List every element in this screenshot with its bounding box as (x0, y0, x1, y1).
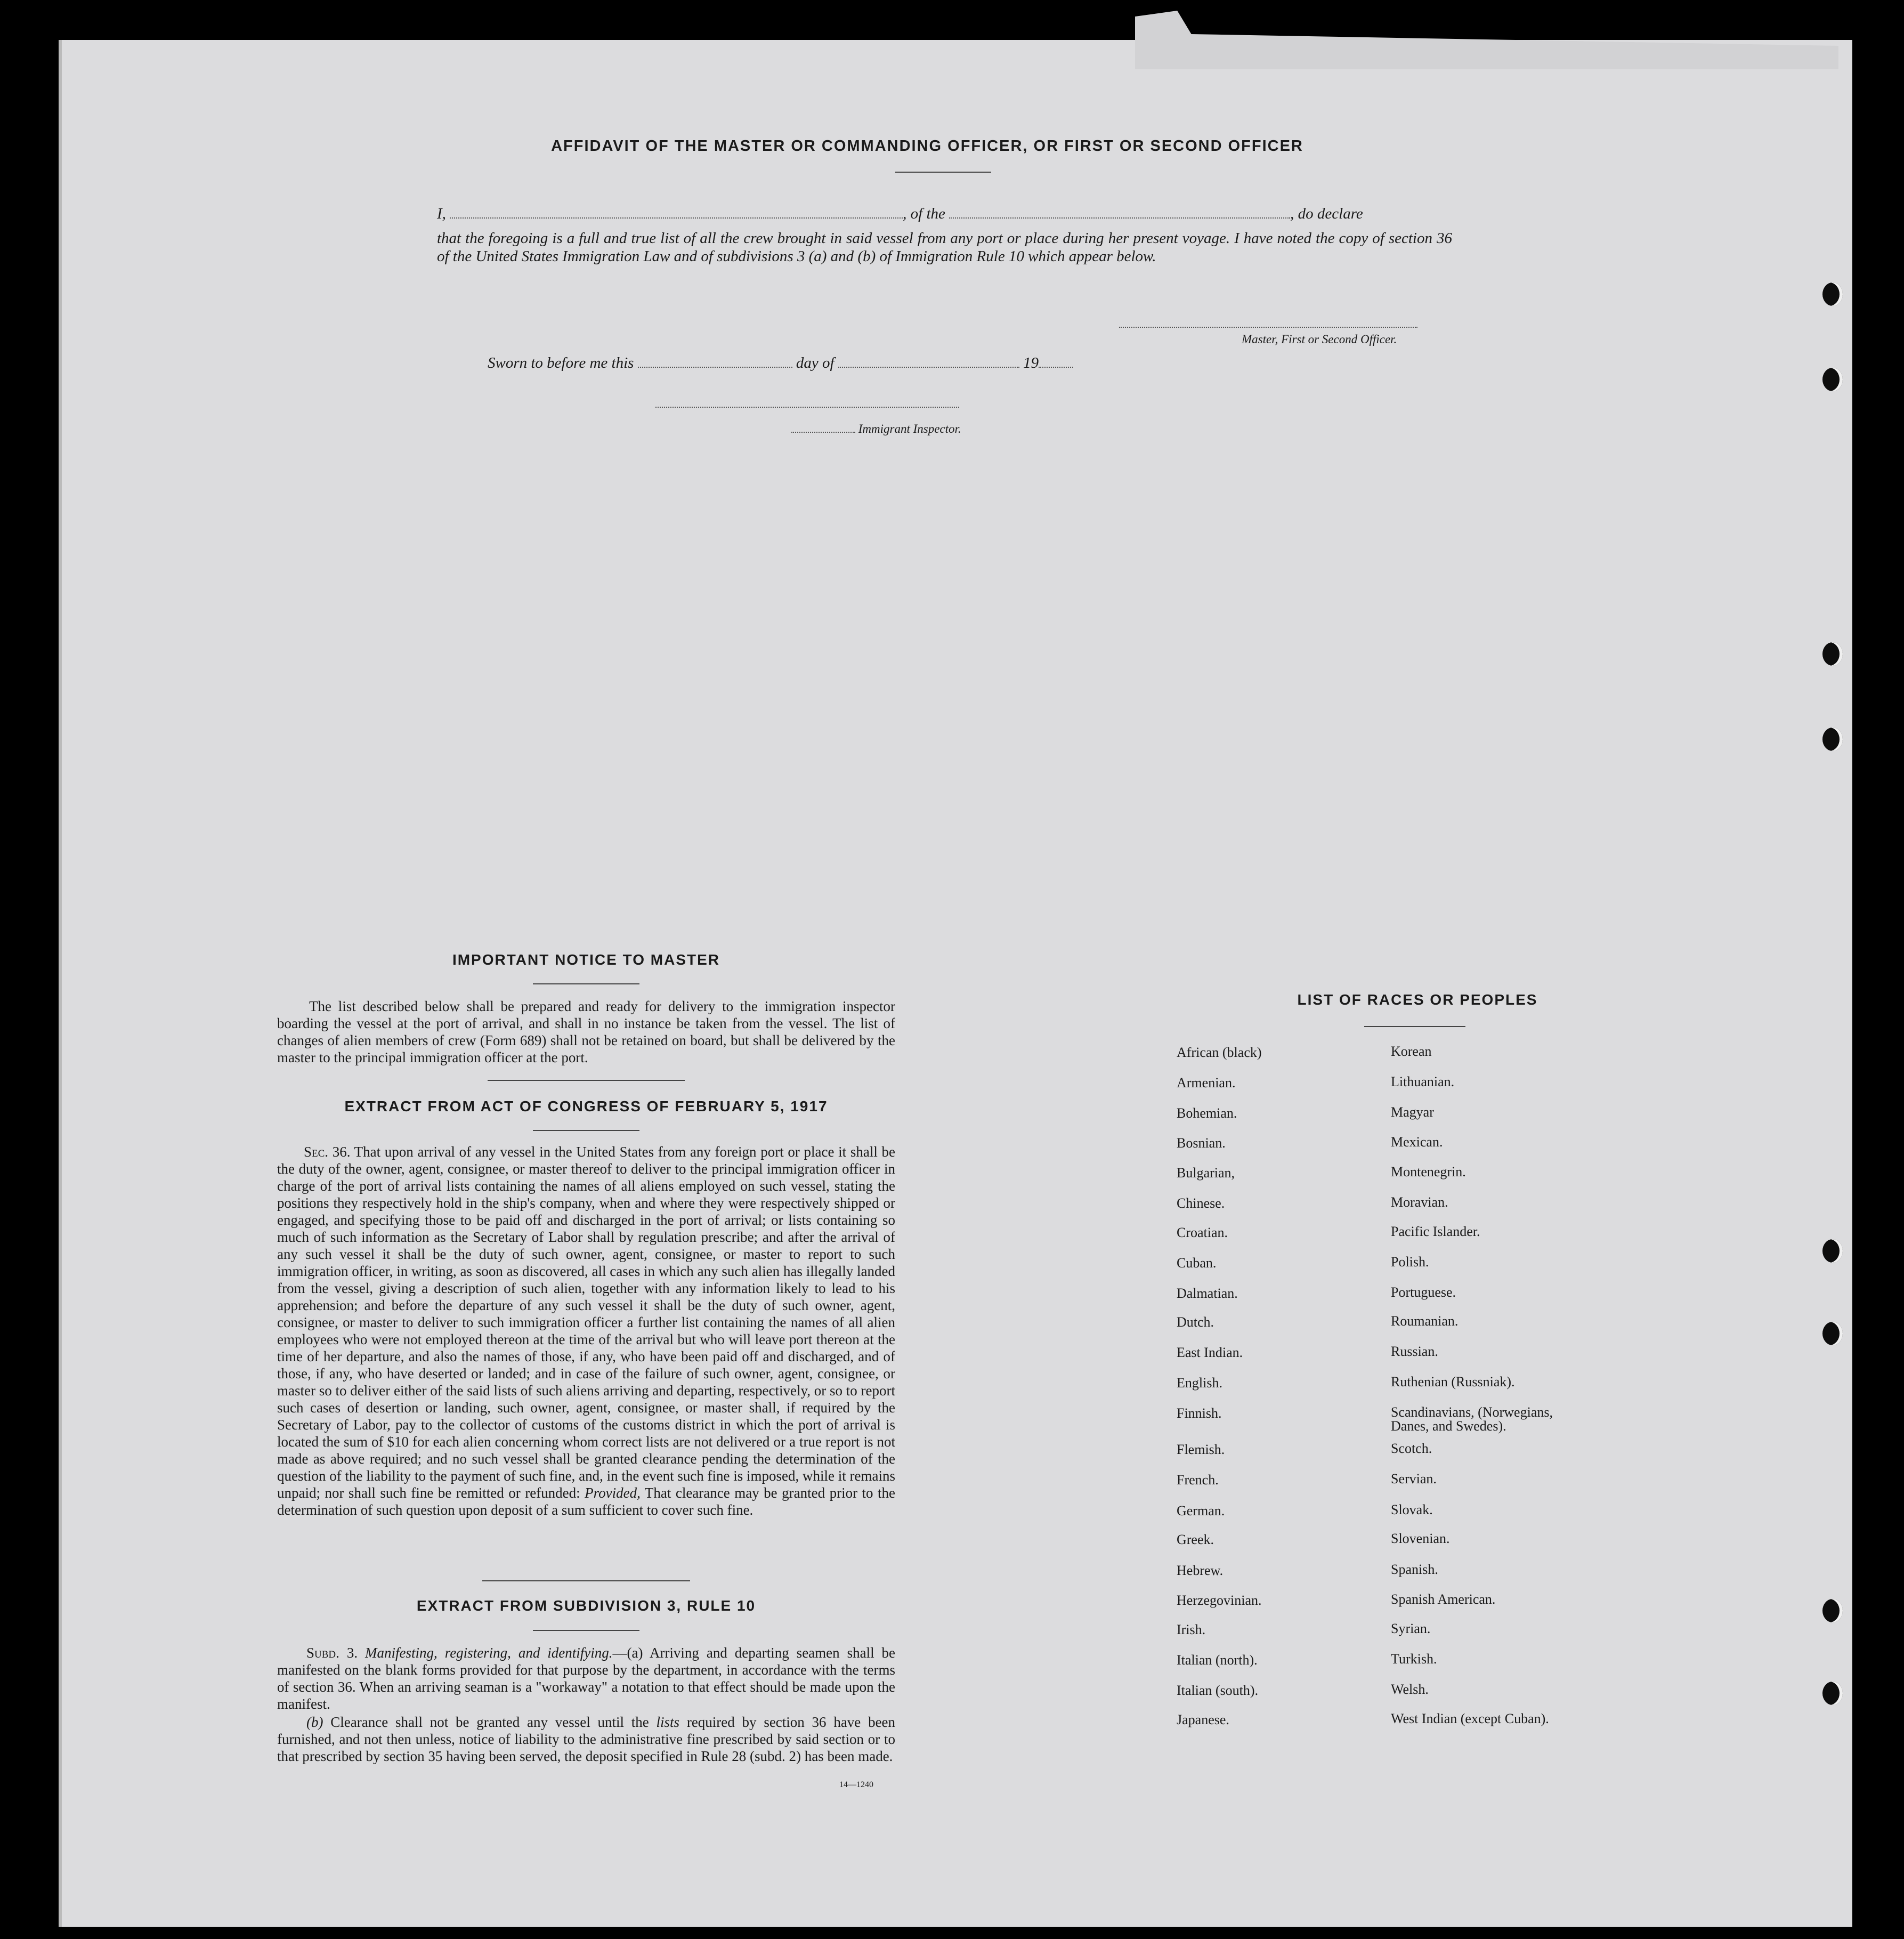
race-item-right: Turkish. (1391, 1651, 1437, 1667)
year-blank[interactable] (1039, 367, 1073, 368)
race-item-left: Chinese. (1177, 1195, 1225, 1211)
act-end-rule (482, 1580, 690, 1581)
inspector-signature-line[interactable] (655, 401, 959, 410)
race-item-left: Herzegovinian. (1177, 1593, 1262, 1608)
a-label: —(a) (612, 1645, 643, 1661)
race-item-right: Korean (1391, 1044, 1432, 1059)
race-item-left: Armenian. (1177, 1075, 1236, 1090)
race-item-right: Mexican. (1391, 1134, 1443, 1150)
race-item-right: Ruthenian (Russniak). (1391, 1374, 1515, 1389)
race-item-left: Flemish. (1177, 1442, 1225, 1457)
race-item-right: Welsh. (1391, 1682, 1429, 1697)
race-item-right: Polish. (1391, 1254, 1429, 1270)
race-item-right: Syrian. (1391, 1621, 1431, 1636)
name-blank[interactable] (450, 217, 903, 219)
notice-title: IMPORTANT NOTICE TO MASTER (452, 951, 720, 968)
a-body: Arriving and departing seamen shall be manifested on the blank forms provided for that purpose by the department, in accordance with the terms of section 36. When an arriving seaman is a "workaway" a notation to that effect should be made upon the manifest. (277, 1645, 895, 1712)
race-item-left: Croatian. (1177, 1225, 1228, 1240)
sworn-label: Sworn to before me this (488, 354, 634, 371)
race-item-left: Dutch. (1177, 1314, 1214, 1330)
races-rule (1364, 1026, 1465, 1027)
signature-caption: Master, First or Second Officer. (1242, 333, 1397, 346)
document-page (59, 40, 1852, 1927)
act-rule (533, 1130, 639, 1131)
race-item-left: Bulgarian, (1177, 1165, 1235, 1181)
b-body-2: required by section 36 have been furnished, and not then unless, notice of liability to the administrative fine prescribed by said section or to that prescribed by section 35 having been served, the deposit specified in Rule 28 (subd. 2) has been made. (277, 1714, 896, 1764)
signature-line[interactable] (1119, 321, 1417, 330)
race-item-left: African (black) (1177, 1045, 1262, 1060)
notice-body: The list described below shall be prepared and ready for delivery to the immigration inspector boarding the vessel at the port of arrival, and shall in no instance be taken from the vessel. The list of changes of alien members of crew (Form 689) shall not be retained on board, but shall be delivered by the master to the principal immigration officer at the port. (277, 998, 895, 1065)
rule-b-para (277, 1714, 895, 1765)
subd-heading: Manifesting, registering, and identifying. (365, 1645, 613, 1661)
race-item-left: Cuban. (1177, 1255, 1217, 1271)
day-of-label: day of (796, 354, 834, 371)
race-item-right: Slovak. (1391, 1502, 1433, 1517)
rule-a-para (277, 1644, 895, 1712)
race-item-right: Scotch. (1391, 1441, 1432, 1456)
b-label: (b) (306, 1714, 323, 1730)
race-item-right: Lithuanian. (1391, 1074, 1455, 1089)
declarant-line (437, 205, 1452, 223)
notice-rule (533, 983, 639, 984)
sec-label: Sec. 36. (304, 1144, 351, 1160)
provided-label: Provided, (585, 1485, 641, 1501)
race-item-left: Greek. (1177, 1532, 1214, 1547)
race-item-right: Spanish American. (1391, 1591, 1496, 1607)
sworn-month-blank[interactable] (838, 367, 1019, 368)
vessel-blank[interactable] (949, 217, 1290, 219)
race-item-left: English. (1177, 1375, 1222, 1391)
race-item-left: Finnish. (1177, 1405, 1222, 1421)
race-item-left: Bohemian. (1177, 1105, 1237, 1121)
b-body-1: Clearance shall not be granted any vessel until the (330, 1714, 649, 1730)
race-item-left: Bosnian. (1177, 1135, 1226, 1151)
race-item-right: West Indian (except Cuban). (1391, 1711, 1549, 1726)
race-item-right: Russian. (1391, 1344, 1438, 1359)
race-item-left: Dalmatian. (1177, 1286, 1238, 1301)
race-item-right: Slovenian. (1391, 1531, 1450, 1546)
race-item-right: Pacific Islander. (1391, 1224, 1480, 1239)
inspector-caption-line (791, 422, 961, 436)
race-item-right: Scandinavians, (Norwegians, Danes, and Swedes). (1391, 1404, 1553, 1434)
race-item-left: Italian (north). (1177, 1652, 1258, 1668)
do-declare-label: , do declare (1290, 205, 1363, 222)
race-item-right: Moravian. (1391, 1194, 1448, 1210)
race-item-left: Hebrew. (1177, 1563, 1224, 1578)
year-label: 19 (1023, 354, 1039, 371)
race-item-left: Japanese. (1177, 1712, 1229, 1727)
race-item-right: Montenegrin. (1391, 1164, 1466, 1179)
notice-end-rule (488, 1080, 685, 1081)
act-body (277, 1143, 895, 1518)
sworn-line (488, 354, 1073, 372)
race-item-left: Irish. (1177, 1622, 1206, 1637)
race-item-left: East Indian. (1177, 1345, 1243, 1360)
act-text: That upon arrival of any vessel in the United States from any foreign port or place it shall be the duty of the owner, agent, consignee, or master thereof to deliver to the principal immigration officer in charge of the port of arrival lists containing the names of all aliens employed on such vessel, stating the positions they respectively hold in the ship's company, when and where they were respectively shipped or engaged, and specifying those to be paid off and discharged in the port of arrival; or lists containing so much of such information as the Secretary of Labor shall by regulation prescribe; and after the arrival of any such vessel it shall be the duty of such owner, agent, consignee, or master to report to such immigration officer, in writing, as soon as discovered, all cases in which any such alien has illegally landed from the vessel, giving a description of such alien, together with any information likely to lead to his apprehension; and before the departure of any such vessel it shall be the duty of such owner, agent, consignee, or master to deliver to such immigration officer a further list containing the names of all alien employees who were not employed thereon at the time of the arrival but who will leave port thereon at the time of her departure, and also the names of those, if any, who have been paid off and discharged, and of those, if any, who have deserted or landed; and in case of the failure of such owner, agent, consignee, or master so to deliver either of the said lists of such aliens arriving and departing, respectively, or so to report such cases of desertion or landing, such owner, agent, consignee, or master shall, if required by the Secretary of Labor, pay to the collector of customs of the customs district in which the port of arrival is located the sum of $10 for each alien concerning whom correct lists are not delivered or a true report is not made as above required; and no such vessel shall be granted clearance pending the determination of the question of the liability to the payment of such fine, and, in the event such fine is imposed, while it remains unpaid; nor shall such fine be remitted or refunded: (277, 1144, 895, 1501)
race-item-left: Italian (south). (1177, 1683, 1259, 1698)
of-the-label: , of the (903, 205, 945, 222)
race-item-left: German. (1177, 1503, 1225, 1518)
rule-rule (533, 1630, 639, 1631)
race-item-right: Servian. (1391, 1471, 1437, 1486)
affidavit-body: that the foregoing is a full and true list of all the crew brought in said vessel from any port or place during her present voyage. I have noted the copy of section 36 of the United States Immigration Law and of subdivisions 3 (a) and (b) of Immigration Rule 10 which appear below. (437, 230, 1452, 265)
races-title: LIST OF RACES OR PEOPLES (1297, 991, 1538, 1008)
rule-title: EXTRACT FROM SUBDIVISION 3, RULE 10 (416, 1597, 756, 1614)
race-item-right: Magyar (1391, 1104, 1434, 1120)
title-rule (895, 172, 991, 173)
act-title: EXTRACT FROM ACT OF CONGRESS OF FEBRUARY 5, 1917 (344, 1098, 828, 1114)
race-item-left: French. (1177, 1472, 1219, 1488)
race-item-right: Spanish. (1391, 1562, 1438, 1577)
act-text-end: That clearance may be granted prior to the determination of such question upon deposit of a sum sufficient to cover such fine. (277, 1485, 896, 1518)
b-lists: lists (656, 1714, 680, 1730)
sworn-day-blank[interactable] (638, 367, 792, 368)
affidavit-title: AFFIDAVIT OF THE MASTER OR COMMANDING OFFICER, OR FIRST OR SECOND OFFICER (551, 138, 1303, 155)
i-label: I, (437, 205, 446, 222)
race-item-right: Portuguese. (1391, 1284, 1456, 1300)
subd-label: Subd. 3. (306, 1645, 358, 1661)
inspector-caption: Immigrant Inspector. (858, 422, 961, 435)
race-item-right: Roumanian. (1391, 1313, 1459, 1329)
form-number: 14—1240 (839, 1780, 873, 1789)
